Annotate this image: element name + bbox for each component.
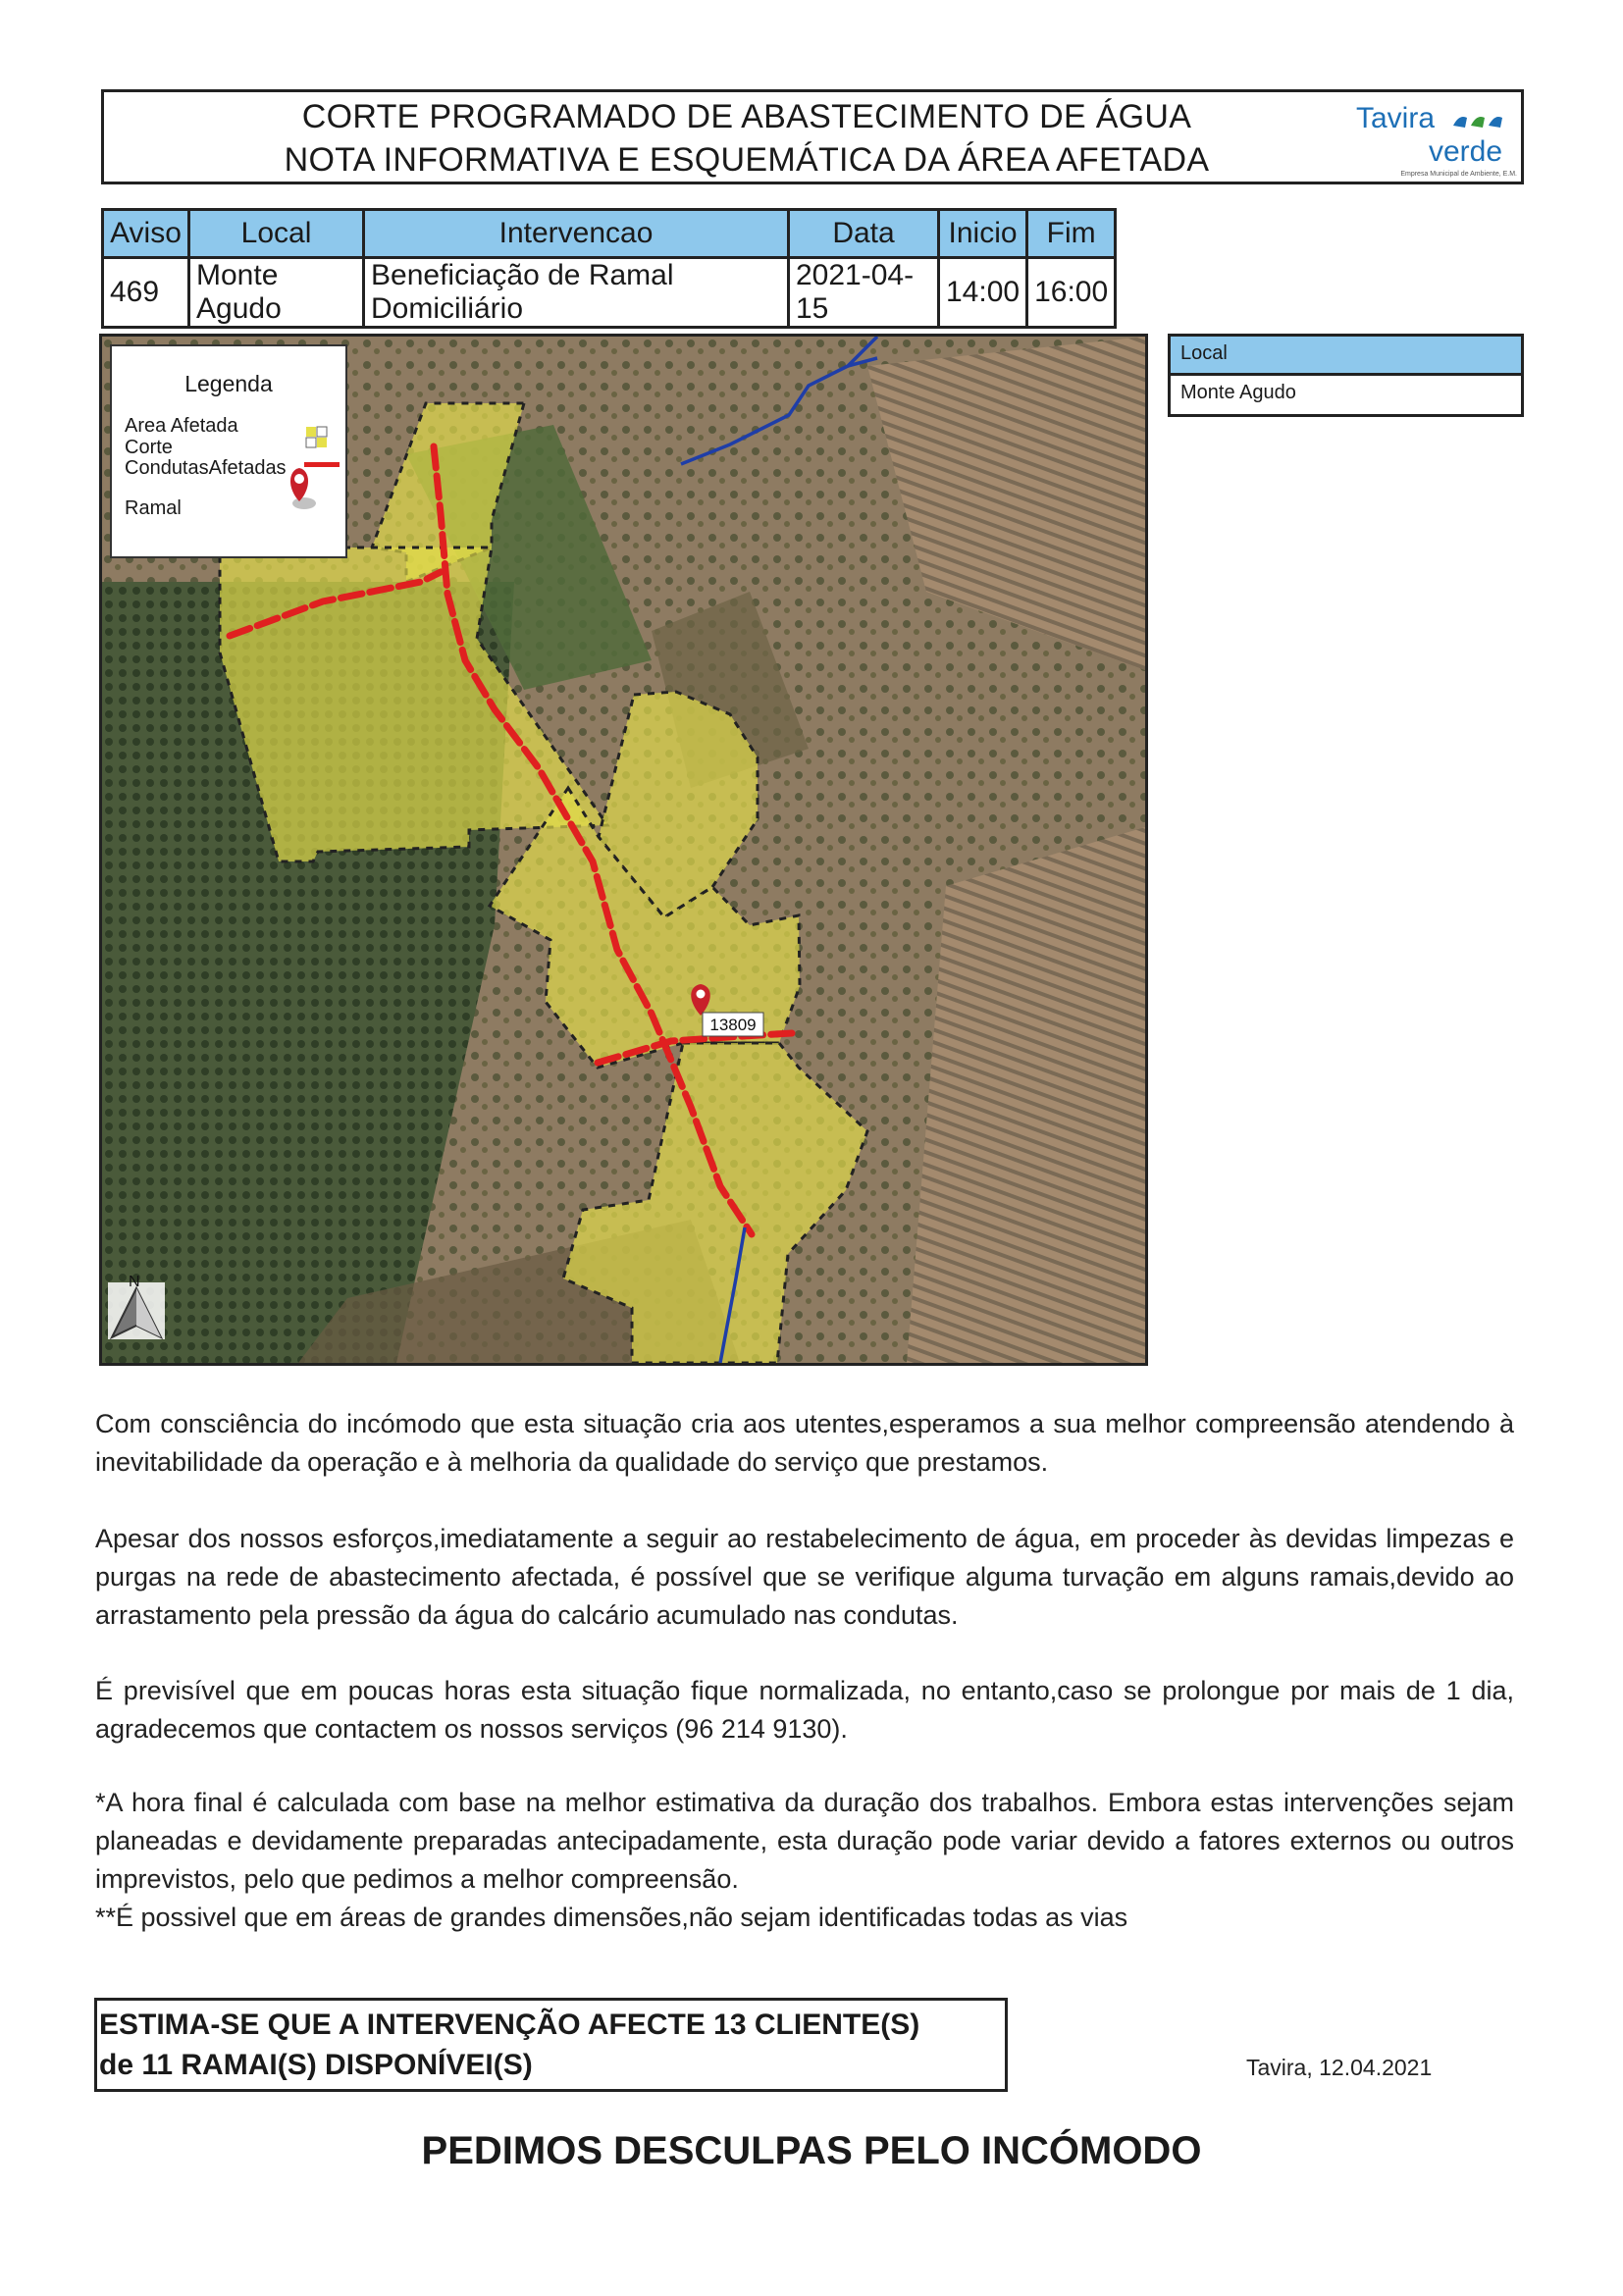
legend-item-condutas: CondutasAfetadas xyxy=(125,457,287,479)
document-date: Tavira, 12.04.2021 xyxy=(1246,2055,1433,2080)
estimate-line-ramais: de 11 RAMAI(S) DISPONÍVEI(S) xyxy=(99,2049,533,2081)
paragraph-areas-note: **É possivel que em áreas de grandes dimensões,não sejam identificadas todas as vias xyxy=(95,1903,1128,1932)
header-data: Data xyxy=(789,210,939,258)
map-legend xyxy=(110,344,347,558)
cell-local: Monte Agudo xyxy=(189,258,364,328)
paragraph-turbidity: Apesar dos nossos esforços,imediatamente a seguir ao restabelecimento de água, em proceder às devidas limpezas e purgas na rede de abastecimento afectada, é possível que se verifique alguma turvação em alguns ramais,devido ao arrastamento pela pressão da água do calcário acumulado nas condutas. xyxy=(95,1524,1514,1630)
cell-intervencao: Beneficiação de Ramal Domiciliário xyxy=(364,258,789,328)
cell-data: 2021-04-15 xyxy=(789,258,939,328)
tavira-verde-logo xyxy=(1350,98,1517,181)
local-box xyxy=(1168,334,1524,417)
corte-icon xyxy=(304,425,330,450)
header-intervencao: Intervencao xyxy=(364,210,789,258)
paragraph-duration-note: *A hora final é calculada com base na melhor estimativa da duração dos trabalhos. Embora estas intervenções sejam planeadas e devidamente preparadas antecipadamente, esta duração pode variar devido a fatores externos ou outros imprevistos, pelo que pedimos a melhor compreensão. xyxy=(95,1788,1514,1894)
logo-waves-icon xyxy=(1451,108,1506,130)
cell-inicio: 14:00 xyxy=(939,258,1027,328)
logo-word-verde: verde xyxy=(1429,135,1503,168)
north-label: N xyxy=(129,1274,140,1290)
header-aviso: Aviso xyxy=(103,210,189,258)
estimate-line-clients: ESTIMA-SE QUE A INTERVENÇÃO AFECTE 13 CLIENTE(S) xyxy=(99,2009,920,2041)
paragraph-apology-context: Com consciência do incómodo que esta situação cria aos utentes,esperamos a sua melhor compreensão atendendo à inevitabilidade da operação e à melhoria da qualidade do serviço que prestamos. xyxy=(95,1409,1514,1477)
marker-label: 13809 xyxy=(709,1016,757,1034)
legend-item-ramal: Ramal xyxy=(125,497,182,519)
cell-aviso: 469 xyxy=(103,258,189,328)
logo-tagline: Empresa Municipal de Ambiente, E.M. xyxy=(1400,171,1517,178)
table-row xyxy=(103,258,1116,328)
ramal-pin-icon xyxy=(285,464,318,511)
legend-item-area: Area Afetada xyxy=(125,415,238,437)
document-subtitle: NOTA INFORMATIVA E ESQUEMÁTICA DA ÁREA AFETADA xyxy=(284,141,1210,179)
header-inicio: Inicio xyxy=(939,210,1027,258)
legend-item-corte: Corte xyxy=(125,437,173,458)
local-box-header: Local xyxy=(1171,337,1521,376)
paragraph-contact: É previsível que em poucas horas esta situação fique normalizada, no entanto,caso se prolongue por mais de 1 dia, agradecemos que contactem os nossos serviços (96 214 9130). xyxy=(95,1676,1514,1744)
header-local: Local xyxy=(189,210,364,258)
document-title: CORTE PROGRAMADO DE ABASTECIMENTO DE ÁGUA xyxy=(301,98,1192,135)
intervention-table xyxy=(101,208,1117,329)
client-estimate-box xyxy=(94,1998,1008,2092)
header-box xyxy=(101,89,1524,184)
affected-area-map[interactable] xyxy=(99,334,1148,1366)
local-box-value: Monte Agudo xyxy=(1180,382,1296,403)
legend-title: Legenda xyxy=(184,371,273,396)
header-fim: Fim xyxy=(1027,210,1116,258)
cell-fim: 16:00 xyxy=(1027,258,1116,328)
table-header-row xyxy=(103,210,1116,258)
north-arrow-icon xyxy=(108,1274,165,1339)
logo-word-tavira: Tavira xyxy=(1356,102,1436,134)
apology-footer: PEDIMOS DESCULPAS PELO INCÓMODO xyxy=(421,2129,1202,2172)
